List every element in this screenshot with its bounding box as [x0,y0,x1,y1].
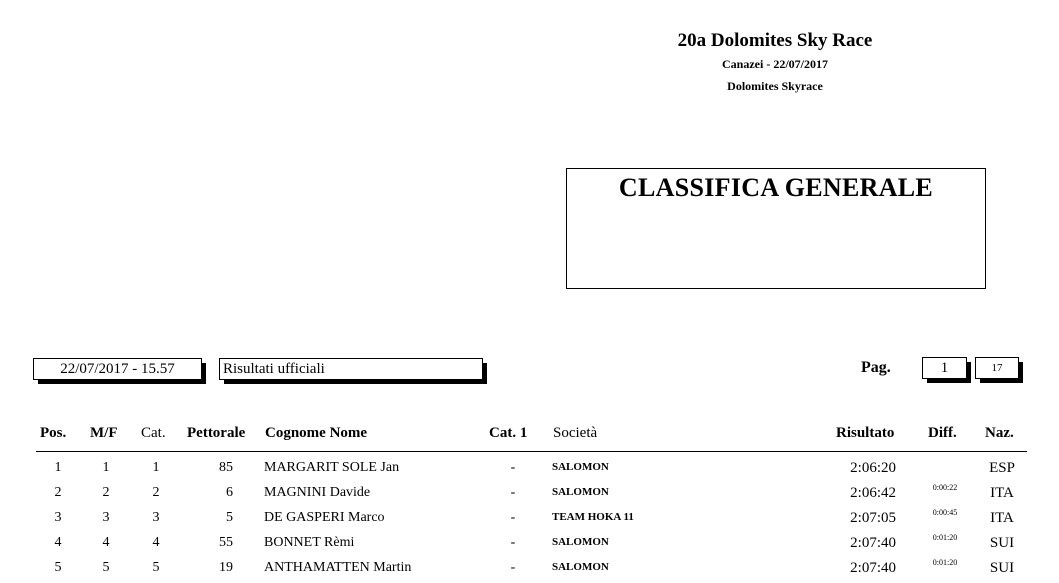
cell-name: MAGNINI Davide [264,485,371,500]
cell-result: 2:07:40 [850,560,896,576]
cell-bib: 55 [219,535,233,550]
header-diff: Diff. [928,425,957,441]
cell-cat: 1 [152,460,160,475]
cell-pos: 3 [54,510,62,525]
cell-cat1: - [510,535,516,550]
cell-name: ANTHAMATTEN Martin [264,560,412,575]
cell-name: DE GASPERI Marco [264,510,385,525]
cell-cat: 2 [152,485,160,500]
cell-nat: ITA [990,485,1014,501]
header-club: Società [553,425,598,441]
cell-diff: 0:00:22 [932,483,958,492]
table-row [0,508,1059,533]
datetime-box: 22/07/2017 - 15.57 [33,358,202,380]
event-title: 20a Dolomites Sky Race [677,30,873,51]
cell-cat1: - [510,460,516,475]
cell-cat: 5 [152,560,160,575]
results-table [0,458,1059,583]
cell-club: SALOMON [552,561,609,573]
header-cat1: Cat. 1 [489,425,528,441]
status-box: Risultati ufficiali [219,358,483,380]
cell-mf: 5 [102,560,110,575]
cell-pos: 1 [54,460,62,475]
cell-result: 2:07:05 [850,510,896,526]
cell-club: TEAM HOKA 11 [552,511,634,523]
cell-diff: 0:01:20 [932,558,958,567]
cell-cat: 3 [152,510,160,525]
cell-bib: 85 [219,460,233,475]
cell-mf: 3 [102,510,110,525]
cell-bib: 19 [219,560,233,575]
header-result: Risultato [836,425,895,441]
cell-mf: 1 [102,460,110,475]
table-row [0,458,1059,483]
cell-nat: ESP [989,460,1015,476]
table-row [0,483,1059,508]
cell-club: SALOMON [552,536,609,548]
cell-pos: 4 [54,535,62,550]
cell-cat1: - [510,485,516,500]
cell-result: 2:07:40 [850,535,896,551]
cell-nat: ITA [990,510,1014,526]
header-cat: Cat. [141,425,166,441]
table-row [0,558,1059,583]
header-divider [36,451,1027,452]
cell-mf: 4 [102,535,110,550]
table-row [0,533,1059,558]
cell-pos: 5 [54,560,62,575]
cell-bib: 5 [226,510,233,525]
cell-club: SALOMON [552,461,609,473]
header-bib: Pettorale [187,425,246,441]
cell-cat: 4 [152,535,160,550]
cell-cat1: - [510,560,516,575]
classification-box [566,168,986,289]
cell-nat: SUI [989,535,1015,551]
cell-cat1: - [510,510,516,525]
page-number-box: 1 [922,357,967,379]
cell-mf: 2 [102,485,110,500]
cell-diff: 0:01:20 [932,533,958,542]
event-organizer: Dolomites Skyrace [727,79,823,93]
cell-pos: 2 [54,485,62,500]
page-total-box: 17 [975,357,1019,379]
cell-nat: SUI [989,560,1015,576]
cell-result: 2:06:20 [850,460,896,476]
header-pos: Pos. [40,425,67,441]
cell-club: SALOMON [552,486,609,498]
header-nat: Naz. [985,425,1014,441]
cell-result: 2:06:42 [850,485,896,501]
cell-diff: 0:00:45 [932,508,958,517]
event-location-date: Canazei - 22/07/2017 [722,57,828,71]
cell-name: MARGARIT SOLE Jan [264,460,400,475]
page-label: Pag. [861,359,891,376]
classification-title: CLASSIFICA GENERALE [618,173,934,202]
header-name: Cognome Nome [265,425,368,441]
cell-bib: 6 [226,485,233,500]
header-mf: M/F [90,425,118,441]
cell-name: BONNET Rèmi [264,535,355,550]
